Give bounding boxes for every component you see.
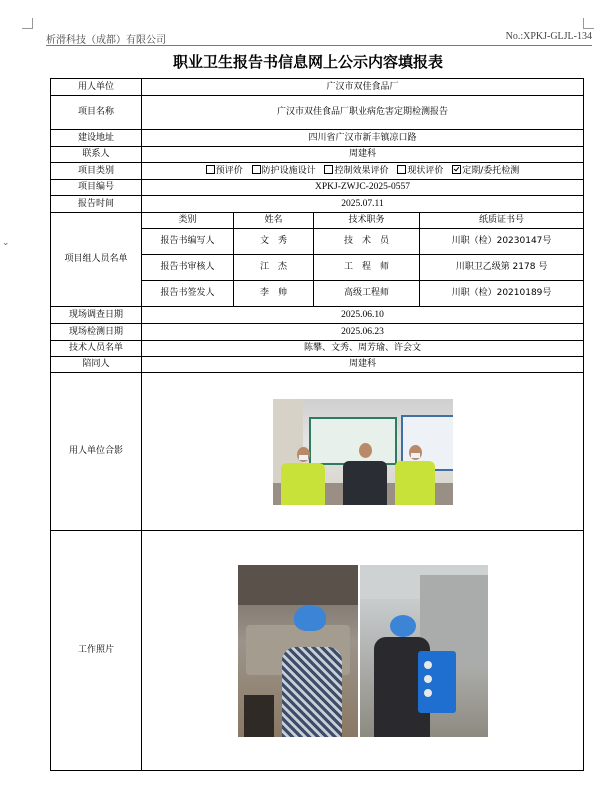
row-survey-date — [51, 307, 584, 324]
work-photo — [238, 565, 488, 737]
row-address — [51, 130, 584, 147]
member-title: 工 程 师 — [314, 255, 420, 281]
group-photo-label: 用人单位合影 — [51, 373, 142, 531]
row-group-photo — [51, 373, 584, 531]
option-periodic-testing[interactable]: 定期/委托检测 — [452, 166, 519, 176]
employer-value: 广汉市双佳食品厂 — [142, 79, 584, 96]
person-left — [281, 447, 325, 505]
member-name: 江 杰 — [234, 255, 314, 281]
person-center — [343, 443, 387, 505]
team-header-name: 姓名 — [234, 213, 314, 229]
team-label: 项目组人员名单 — [51, 213, 142, 307]
test-date-label: 现场检测日期 — [51, 324, 142, 341]
address-value: 四川省广汉市新丰镇凉口路 — [142, 130, 584, 147]
crop-mark-top-left — [22, 18, 33, 29]
report-date-label: 报告时间 — [51, 196, 142, 213]
option-pre-evaluation[interactable]: 预评价 — [206, 166, 243, 176]
technicians-value: 陈攀、文秀、周芳瑜、许会文 — [142, 341, 584, 357]
row-employer — [51, 79, 584, 96]
row-project-name — [51, 96, 584, 130]
header-rule — [46, 45, 592, 46]
chevron-down-icon[interactable]: ⌄ — [2, 238, 10, 248]
contact-value: 周建科 — [142, 147, 584, 163]
project-no-value: XPKJ-ZWJC-2025-0557 — [142, 180, 584, 196]
team-header-cert: 纸质证书号 — [420, 213, 584, 229]
team-header-row — [51, 213, 584, 229]
row-escort — [51, 357, 584, 373]
checkbox-unchecked-icon[interactable] — [324, 165, 333, 174]
checkbox-unchecked-icon[interactable] — [206, 165, 215, 174]
person-right — [395, 445, 435, 505]
row-report-date — [51, 196, 584, 213]
escort-label: 陪同人 — [51, 357, 142, 373]
work-photo-cell — [142, 531, 584, 771]
address-label: 建设地址 — [51, 130, 142, 147]
work-photo-label: 工作照片 — [51, 531, 142, 771]
device-knob-icon — [424, 661, 432, 669]
option-protection-design[interactable]: 防护设施设计 — [252, 166, 316, 176]
survey-date-label: 现场调查日期 — [51, 307, 142, 324]
device-knob-icon — [424, 689, 432, 697]
member-role: 报告书审核人 — [142, 255, 234, 281]
project-name-label: 项目名称 — [51, 96, 142, 130]
company-header: 析滑科技（成都）有限公司 — [46, 35, 166, 46]
option-control-effect[interactable]: 控制效果评价 — [324, 166, 388, 176]
project-no-label: 项目编号 — [51, 180, 142, 196]
worker-shirt — [282, 647, 342, 737]
hairnet-cap — [390, 615, 416, 637]
document-number: No.:XPKJ-GLJL-134 — [505, 31, 592, 42]
work-photo-left — [238, 565, 358, 737]
disclosure-form-table — [50, 78, 584, 771]
team-header-role: 类别 — [142, 213, 234, 229]
row-category — [51, 163, 584, 180]
member-name: 李 帅 — [234, 281, 314, 307]
crop-mark-top-right — [583, 18, 594, 29]
member-cert: 川职（检）20230147号 — [420, 229, 584, 255]
project-name-value: 广汉市双佳食品厂职业病危害定期检测报告 — [142, 96, 584, 130]
device-knob-icon — [424, 675, 432, 683]
row-technicians — [51, 341, 584, 357]
group-photo-cell — [142, 373, 584, 531]
checkbox-unchecked-icon[interactable] — [252, 165, 261, 174]
member-cert: 川职卫乙级第 2178 号 — [420, 255, 584, 281]
row-test-date — [51, 324, 584, 341]
escort-value: 周建科 — [142, 357, 584, 373]
row-contact — [51, 147, 584, 163]
employer-label: 用人单位 — [51, 79, 142, 96]
contact-label: 联系人 — [51, 147, 142, 163]
category-options — [142, 163, 584, 180]
survey-date-value: 2025.06.10 — [142, 307, 584, 324]
team-header-title: 技术职务 — [314, 213, 420, 229]
checkbox-unchecked-icon[interactable] — [397, 165, 406, 174]
member-title: 技 术 员 — [314, 229, 420, 255]
technicians-label: 技术人员名单 — [51, 341, 142, 357]
member-role: 报告书编写人 — [142, 229, 234, 255]
member-title: 高级工程师 — [314, 281, 420, 307]
test-date-value: 2025.06.23 — [142, 324, 584, 341]
member-role: 报告书签发人 — [142, 281, 234, 307]
option-status-evaluation[interactable]: 现状评价 — [397, 166, 443, 176]
sampling-device — [418, 651, 456, 713]
member-name: 文 秀 — [234, 229, 314, 255]
page-title: 职业卫生报告书信息网上公示内容填报表 — [172, 53, 443, 71]
group-photo — [273, 399, 453, 505]
report-date-value: 2025.07.11 — [142, 196, 584, 213]
row-project-no — [51, 180, 584, 196]
checkbox-checked-icon[interactable] — [452, 165, 461, 174]
row-work-photo — [51, 531, 584, 771]
category-label: 项目类别 — [51, 163, 142, 180]
hairnet-cap — [294, 605, 326, 631]
member-cert: 川职（检）20210189号 — [420, 281, 584, 307]
work-photo-right — [360, 565, 488, 737]
